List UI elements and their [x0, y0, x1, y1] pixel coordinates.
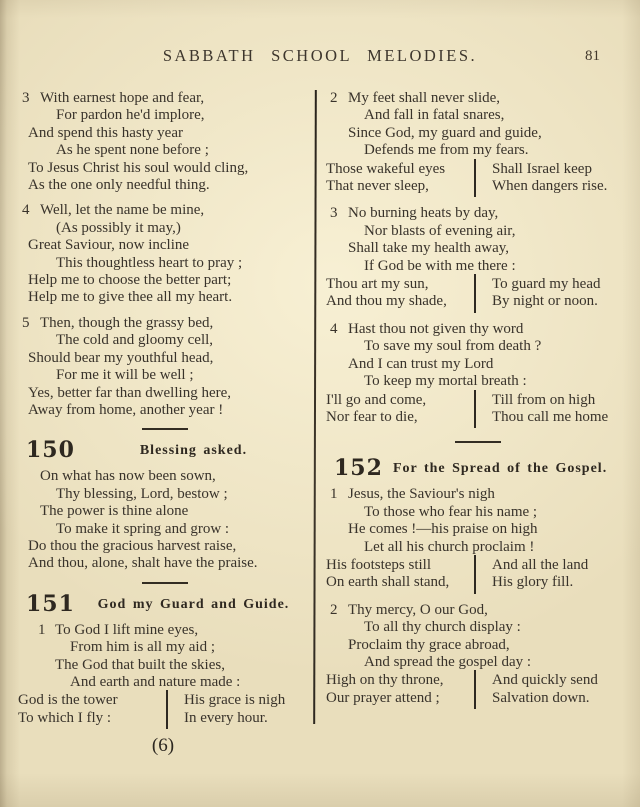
hymn-150-heading: [18, 437, 312, 464]
couplet-line: And thou my shade,: [326, 293, 447, 310]
couplet-right: [476, 161, 607, 196]
verse-number: 1: [330, 486, 338, 503]
hymn151-verse-1: [18, 622, 312, 727]
verse-number: 4: [330, 320, 338, 337]
couplet-line: When dangers rise.: [492, 178, 608, 195]
verse-number: 3: [330, 205, 338, 222]
refrain-couplet: [326, 557, 630, 592]
refrain-couplet: [326, 161, 630, 196]
couplet-left: [326, 557, 474, 592]
verse-line: Should bear my youthful head,: [28, 349, 214, 366]
hymn-title: Blessing asked.: [139, 443, 248, 459]
section-divider: [142, 582, 188, 584]
verse-line: To make it spring and grow :: [56, 520, 230, 537]
left-column: [18, 90, 312, 757]
page-header: [0, 46, 640, 68]
verse-line: And I can trust my Lord: [348, 355, 494, 372]
verse-line: Great Saviour, now incline: [28, 237, 190, 254]
text-columns: [18, 90, 630, 757]
verse-line: Help me to give thee all my heart.: [28, 289, 233, 306]
verse-line: He comes !—his praise on high: [348, 521, 538, 538]
hymn-number: 151: [26, 590, 75, 617]
couplet-line: Till from on high: [492, 391, 596, 408]
couplet-left: [326, 276, 474, 311]
verse-line: For me it will be well ;: [56, 367, 194, 384]
couplet-line: God is the tower: [18, 692, 118, 709]
hymn-152-heading: [326, 455, 630, 482]
verse-line: Thy mercy, O our God,: [348, 601, 488, 618]
verse-line: If God be with me there :: [364, 257, 516, 274]
couplet-line: His grace is nigh: [184, 692, 286, 709]
refrain-couplet: [326, 392, 630, 427]
hymn149-verse-3: [18, 90, 312, 194]
refrain-couplet: [326, 276, 630, 311]
section-divider: [142, 428, 188, 430]
couplet-line: Our prayer attend ;: [326, 689, 440, 706]
hymn-verse-3: [326, 205, 630, 310]
verse-line: Nor blasts of evening air,: [364, 222, 516, 239]
verse-line: To save my soul from death ?: [364, 338, 542, 355]
couplet-left: [18, 692, 166, 727]
couplet-line: To guard my head: [492, 276, 601, 293]
running-title: SABBATH SCHOOL MELODIES.: [162, 46, 478, 65]
couplet-line: His glory fill.: [492, 574, 574, 591]
verse-line: And thou, alone, shalt have the praise.: [28, 555, 258, 572]
couplet-right: [476, 276, 601, 311]
couplet-right: [476, 392, 608, 427]
verse-line: On what has now been sown,: [40, 468, 216, 485]
verse-line: The God that built the skies,: [55, 656, 225, 673]
hymn-number: 152: [334, 455, 383, 482]
verse-number: 5: [22, 314, 30, 331]
verse-line: No burning heats by day,: [348, 205, 499, 222]
couplet-line: Shall Israel keep: [492, 160, 592, 177]
verse-line: Jesus, the Saviour's nigh: [348, 486, 495, 503]
couplet-line: I'll go and come,: [326, 391, 427, 408]
page-number: 81: [585, 48, 600, 64]
couplet-right: [168, 692, 285, 727]
couplet-line: And all the land: [492, 556, 589, 573]
couplet-line: Salvation down.: [492, 689, 590, 706]
verse-line: Help me to choose the better part;: [28, 272, 232, 289]
verse-line: Let all his church proclaim !: [364, 538, 535, 555]
verse-line: The cold and gloomy cell,: [56, 332, 214, 349]
couplet-line: And quickly send: [492, 672, 598, 689]
verse-line: To those who fear his name ;: [364, 503, 538, 520]
couplet-left: [326, 392, 474, 427]
couplet-right: [476, 672, 598, 707]
refrain-couplet: [18, 692, 312, 727]
verse-number: 1: [38, 621, 46, 638]
right-column: [316, 90, 630, 757]
verse-line: Since God, my guard and guide,: [348, 124, 542, 141]
couplet-line: On earth shall stand,: [326, 574, 450, 591]
couplet-line: Thou call me home: [492, 408, 609, 425]
verse-line: Away from home, another year !: [28, 401, 224, 418]
verse-line: Well, let the name be mine,: [40, 202, 205, 219]
verse-line: With earnest hope and fear,: [40, 90, 205, 106]
couplet-line: His footsteps still: [326, 556, 432, 573]
hymn152-verse-2: [326, 602, 630, 707]
couplet-line: High on thy throne,: [326, 672, 444, 689]
hymn-title: For the Spread of the Gospel.: [392, 461, 608, 477]
hymn149-verse-4: [18, 202, 312, 306]
section-divider: [455, 441, 501, 443]
hymn149-verse-5: [18, 315, 312, 419]
verse-line: To God I lift mine eyes,: [55, 621, 199, 638]
verse-number: 2: [330, 90, 338, 106]
verse-line: Proclaim thy grace abroad,: [348, 636, 510, 653]
verse-line: This thoughtless heart to pray ;: [56, 254, 243, 271]
verse-line: To all thy church display :: [364, 619, 521, 636]
verse-line: And fall in fatal snares,: [364, 107, 505, 124]
couplet-left: [326, 672, 474, 707]
verse-line: For pardon he'd implore,: [56, 107, 205, 124]
verse-line: And spend this hasty year: [28, 124, 183, 141]
verse-line: Defends me from my fears.: [364, 142, 529, 159]
couplet-line: To which I fly :: [18, 709, 112, 726]
hymn-verse-2: [326, 90, 630, 195]
hymn-title: God my Guard and Guide.: [97, 596, 290, 612]
couplet-line: By night or noon.: [492, 293, 598, 310]
verse-line: Thy blessing, Lord, bestow ;: [56, 485, 228, 502]
verse-line: (As possibly it may,): [56, 219, 181, 236]
verse-line: And earth and nature made :: [70, 673, 241, 690]
verse-number: 2: [330, 601, 338, 618]
couplet-line: Those wakeful eyes: [326, 160, 446, 177]
verse-line: To keep my mortal breath :: [364, 373, 527, 390]
verse-line: As he spent none before ;: [56, 142, 209, 159]
verse-line: The power is thine alone: [40, 503, 189, 520]
verse-line: Shall take my health away,: [348, 240, 510, 257]
hymn-151-heading: [18, 590, 312, 617]
couplet-line: Nor fear to die,: [326, 408, 418, 425]
hymn152-verse-1: [326, 486, 630, 591]
verse-line: Hast thou not given thy word: [348, 320, 524, 337]
couplet-line: Thou art my sun,: [326, 276, 429, 293]
verse-line: To Jesus Christ his soul would cling,: [28, 159, 249, 176]
verse-line: Yes, better far than dwelling here,: [28, 384, 231, 401]
hymn-verse-4: [326, 321, 630, 426]
verse-line: My feet shall never slide,: [348, 90, 501, 106]
hymn-number: 150: [26, 437, 75, 464]
hymn150-verse: [18, 468, 312, 572]
couplet-line: In every hour.: [184, 709, 268, 726]
verse-line: And spread the gospel day :: [364, 653, 532, 670]
verse-line: Then, though the grassy bed,: [40, 314, 214, 331]
refrain-couplet: [326, 672, 630, 707]
verse-number: 4: [22, 202, 30, 219]
verse-line: Do thou the gracious harvest raise,: [28, 537, 237, 554]
couplet-line: That never sleep,: [326, 178, 429, 195]
verse-line: As the one only needful thing.: [28, 177, 210, 194]
signature-mark: (6): [151, 735, 175, 757]
couplet-right: [476, 557, 588, 592]
couplet-left: [326, 161, 474, 196]
verse-number: 3: [22, 90, 30, 106]
verse-line: From him is all my aid ;: [70, 639, 215, 656]
